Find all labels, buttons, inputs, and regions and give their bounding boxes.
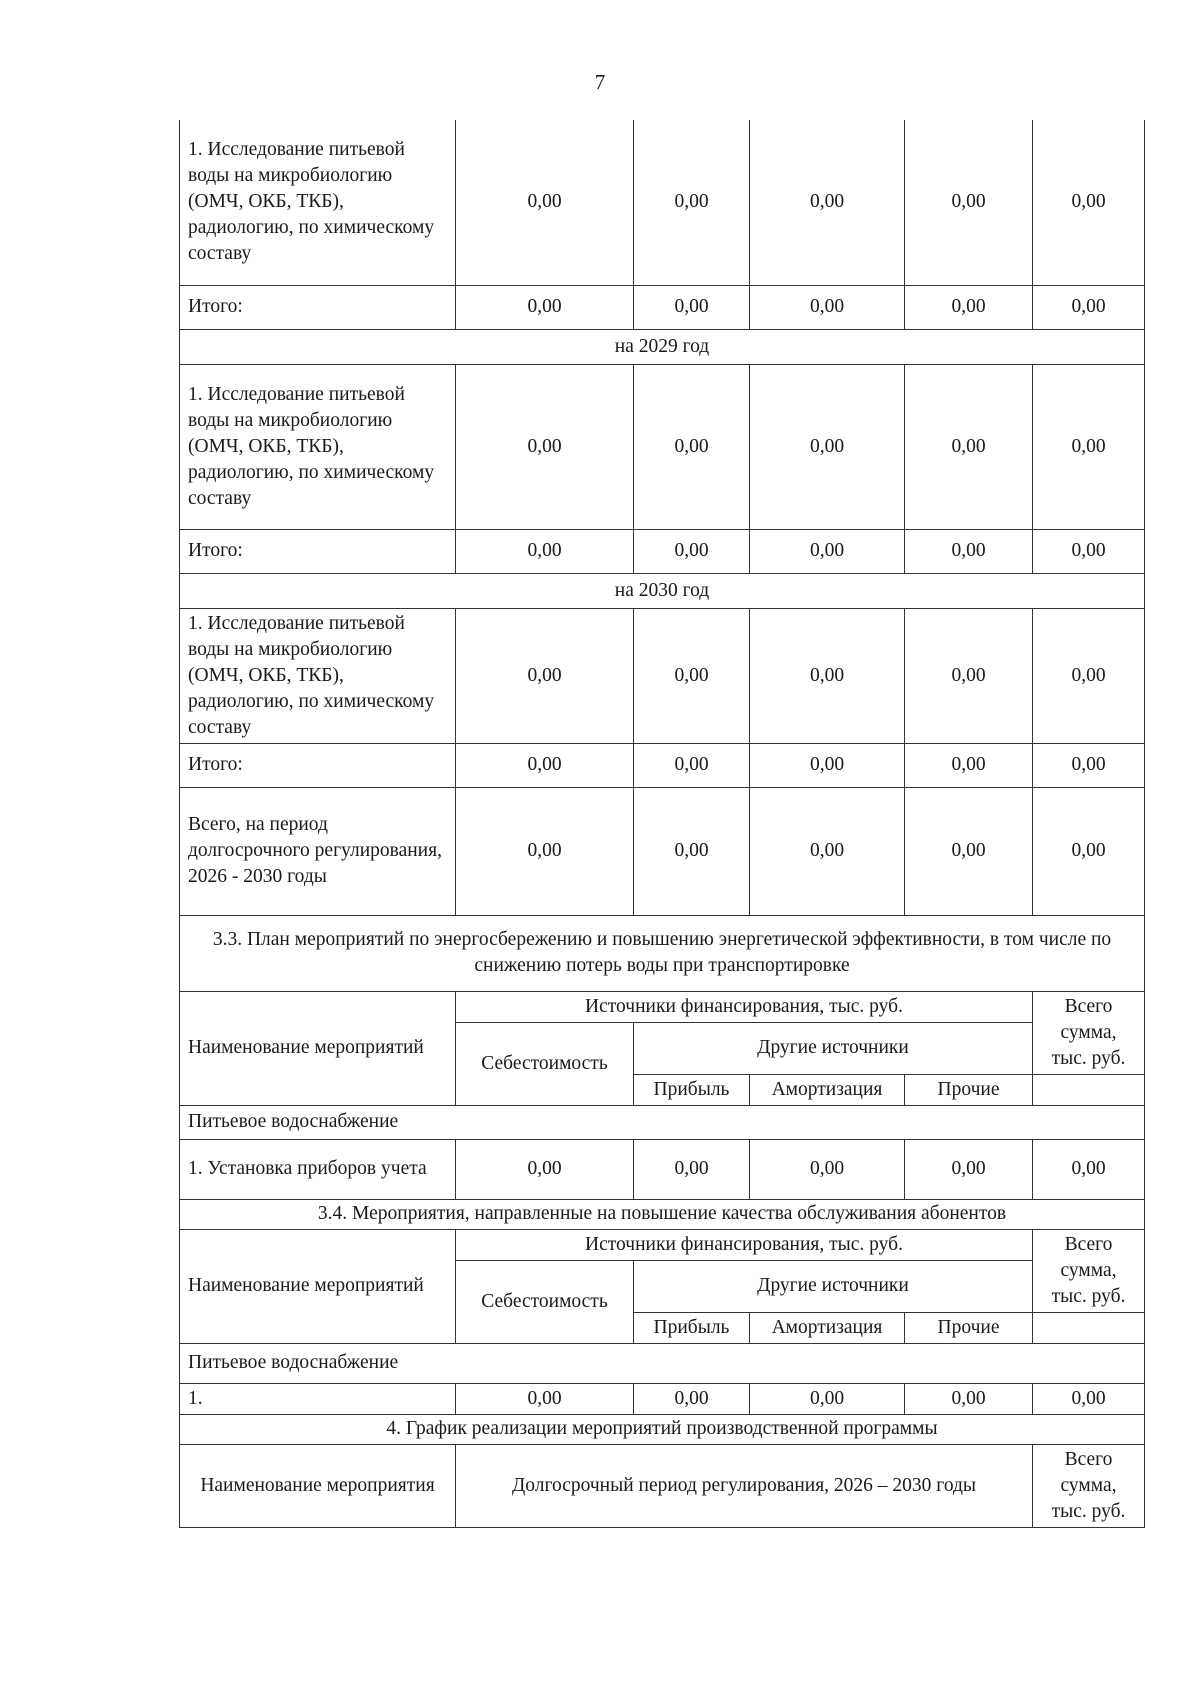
total-label: Итого: <box>180 743 456 787</box>
header-row <box>180 1229 1145 1260</box>
meters-item-name: 1. Установка приборов учета <box>180 1139 456 1199</box>
header-other-sources: Другие источники <box>634 1260 1033 1312</box>
table-row <box>180 1139 1145 1199</box>
grand-total-row <box>180 787 1145 915</box>
profit-value: 0,00 <box>634 1139 750 1199</box>
header-cost: Себестоимость <box>456 1022 634 1105</box>
profit-value: 0,00 <box>634 608 750 743</box>
cost-value: 0,00 <box>456 787 634 915</box>
total-row <box>180 285 1145 329</box>
total-value: 0,00 <box>1033 787 1145 915</box>
section-heading-row <box>180 915 1145 991</box>
header-total: Всего сумма, тыс. руб. <box>1033 991 1145 1074</box>
section-3-4-title: 3.4. Мероприятия, направленные на повышение качества обслуживания абонентов <box>180 1199 1145 1229</box>
other-value: 0,00 <box>905 1139 1033 1199</box>
table-row <box>180 120 1145 285</box>
amortization-value: 0,00 <box>750 120 905 285</box>
cost-value: 0,00 <box>456 743 634 787</box>
profit-value: 0,00 <box>634 743 750 787</box>
category-row <box>180 1343 1145 1383</box>
header-cost: Себестоимость <box>456 1260 634 1343</box>
item-1-name: 1. <box>180 1383 456 1414</box>
total-row <box>180 743 1145 787</box>
header-profit: Прибыль <box>634 1074 750 1105</box>
research-item-name: 1. Исследование питьевой воды на микробиологию (ОМЧ, ОКБ, ТКБ), радиологию, по химическому составу <box>180 120 456 285</box>
total-row <box>180 529 1145 573</box>
total-value: 0,00 <box>1033 285 1145 329</box>
total-value: 0,00 <box>1033 608 1145 743</box>
year-heading-row <box>180 573 1145 608</box>
profit-value: 0,00 <box>634 787 750 915</box>
total-label: Итого: <box>180 285 456 329</box>
amortization-value: 0,00 <box>750 529 905 573</box>
amortization-value: 0,00 <box>750 743 905 787</box>
profit-value: 0,00 <box>634 529 750 573</box>
total-value: 0,00 <box>1033 529 1145 573</box>
header-row <box>180 991 1145 1022</box>
section-3-3-title: 3.3. План мероприятий по энергосбережению и повышению энергетической эффективности, в том числе по снижению потерь воды при транспортировке <box>180 915 1145 991</box>
section-heading-row <box>180 1414 1145 1444</box>
year-heading-2029: на 2029 год <box>180 329 1145 364</box>
amortization-value: 0,00 <box>750 608 905 743</box>
cost-value: 0,00 <box>456 529 634 573</box>
schedule-header-period: Долгосрочный период регулирования, 2026 – 2030 годы <box>456 1444 1033 1527</box>
amortization-value: 0,00 <box>750 787 905 915</box>
profit-value: 0,00 <box>634 1383 750 1414</box>
research-table <box>179 120 1145 1528</box>
other-value: 0,00 <box>905 529 1033 573</box>
other-value: 0,00 <box>905 1383 1033 1414</box>
other-value: 0,00 <box>905 364 1033 529</box>
amortization-value: 0,00 <box>750 1139 905 1199</box>
cost-value: 0,00 <box>456 285 634 329</box>
table-row <box>180 608 1145 743</box>
total-label: Итого: <box>180 529 456 573</box>
header-empty-cell <box>1033 1312 1145 1343</box>
amortization-value: 0,00 <box>750 364 905 529</box>
table-row <box>180 1383 1145 1414</box>
header-other-sources: Другие источники <box>634 1022 1033 1074</box>
total-value: 0,00 <box>1033 364 1145 529</box>
amortization-value: 0,00 <box>750 285 905 329</box>
amortization-value: 0,00 <box>750 1383 905 1414</box>
other-value: 0,00 <box>905 608 1033 743</box>
cost-value: 0,00 <box>456 608 634 743</box>
total-value: 0,00 <box>1033 1139 1145 1199</box>
category-row <box>180 1105 1145 1139</box>
header-empty-cell <box>1033 1074 1145 1105</box>
profit-value: 0,00 <box>634 285 750 329</box>
drinking-water-label: Питьевое водоснабжение <box>180 1105 1145 1139</box>
schedule-header-row <box>180 1444 1145 1527</box>
other-value: 0,00 <box>905 120 1033 285</box>
header-sources: Источники финансирования, тыс. руб. <box>456 1229 1033 1260</box>
table-row <box>180 364 1145 529</box>
schedule-header-name: Наименование мероприятия <box>180 1444 456 1527</box>
header-total: Всего сумма, тыс. руб. <box>1033 1229 1145 1312</box>
header-other: Прочие <box>905 1312 1033 1343</box>
section-4-title: 4. График реализации мероприятий производственной программы <box>180 1414 1145 1444</box>
header-amortization: Амортизация <box>750 1074 905 1105</box>
cost-value: 0,00 <box>456 1139 634 1199</box>
total-value: 0,00 <box>1033 120 1145 285</box>
header-other: Прочие <box>905 1074 1033 1105</box>
research-item-name: 1. Исследование питьевой воды на микробиологию (ОМЧ, ОКБ, ТКБ), радиологию, по химическому составу <box>180 608 456 743</box>
header-sources: Источники финансирования, тыс. руб. <box>456 991 1033 1022</box>
grand-total-label: Всего, на период долгосрочного регулирования, 2026 - 2030 годы <box>180 787 456 915</box>
schedule-header-total: Всего сумма, тыс. руб. <box>1033 1444 1145 1527</box>
cost-value: 0,00 <box>456 120 634 285</box>
cost-value: 0,00 <box>456 364 634 529</box>
other-value: 0,00 <box>905 285 1033 329</box>
header-profit: Прибыль <box>634 1312 750 1343</box>
other-value: 0,00 <box>905 743 1033 787</box>
header-amortization: Амортизация <box>750 1312 905 1343</box>
header-name: Наименование мероприятий <box>180 1229 456 1343</box>
header-name: Наименование мероприятий <box>180 991 456 1105</box>
cost-value: 0,00 <box>456 1383 634 1414</box>
total-value: 0,00 <box>1033 743 1145 787</box>
page-number: 7 <box>594 70 606 94</box>
other-value: 0,00 <box>905 787 1033 915</box>
year-heading-2030: на 2030 год <box>180 573 1145 608</box>
research-item-name: 1. Исследование питьевой воды на микробиологию (ОМЧ, ОКБ, ТКБ), радиологию, по химическому составу <box>180 364 456 529</box>
year-heading-row <box>180 329 1145 364</box>
total-value: 0,00 <box>1033 1383 1145 1414</box>
profit-value: 0,00 <box>634 120 750 285</box>
drinking-water-label: Питьевое водоснабжение <box>180 1343 1145 1383</box>
profit-value: 0,00 <box>634 364 750 529</box>
section-heading-row <box>180 1199 1145 1229</box>
document-body <box>179 120 1144 1528</box>
